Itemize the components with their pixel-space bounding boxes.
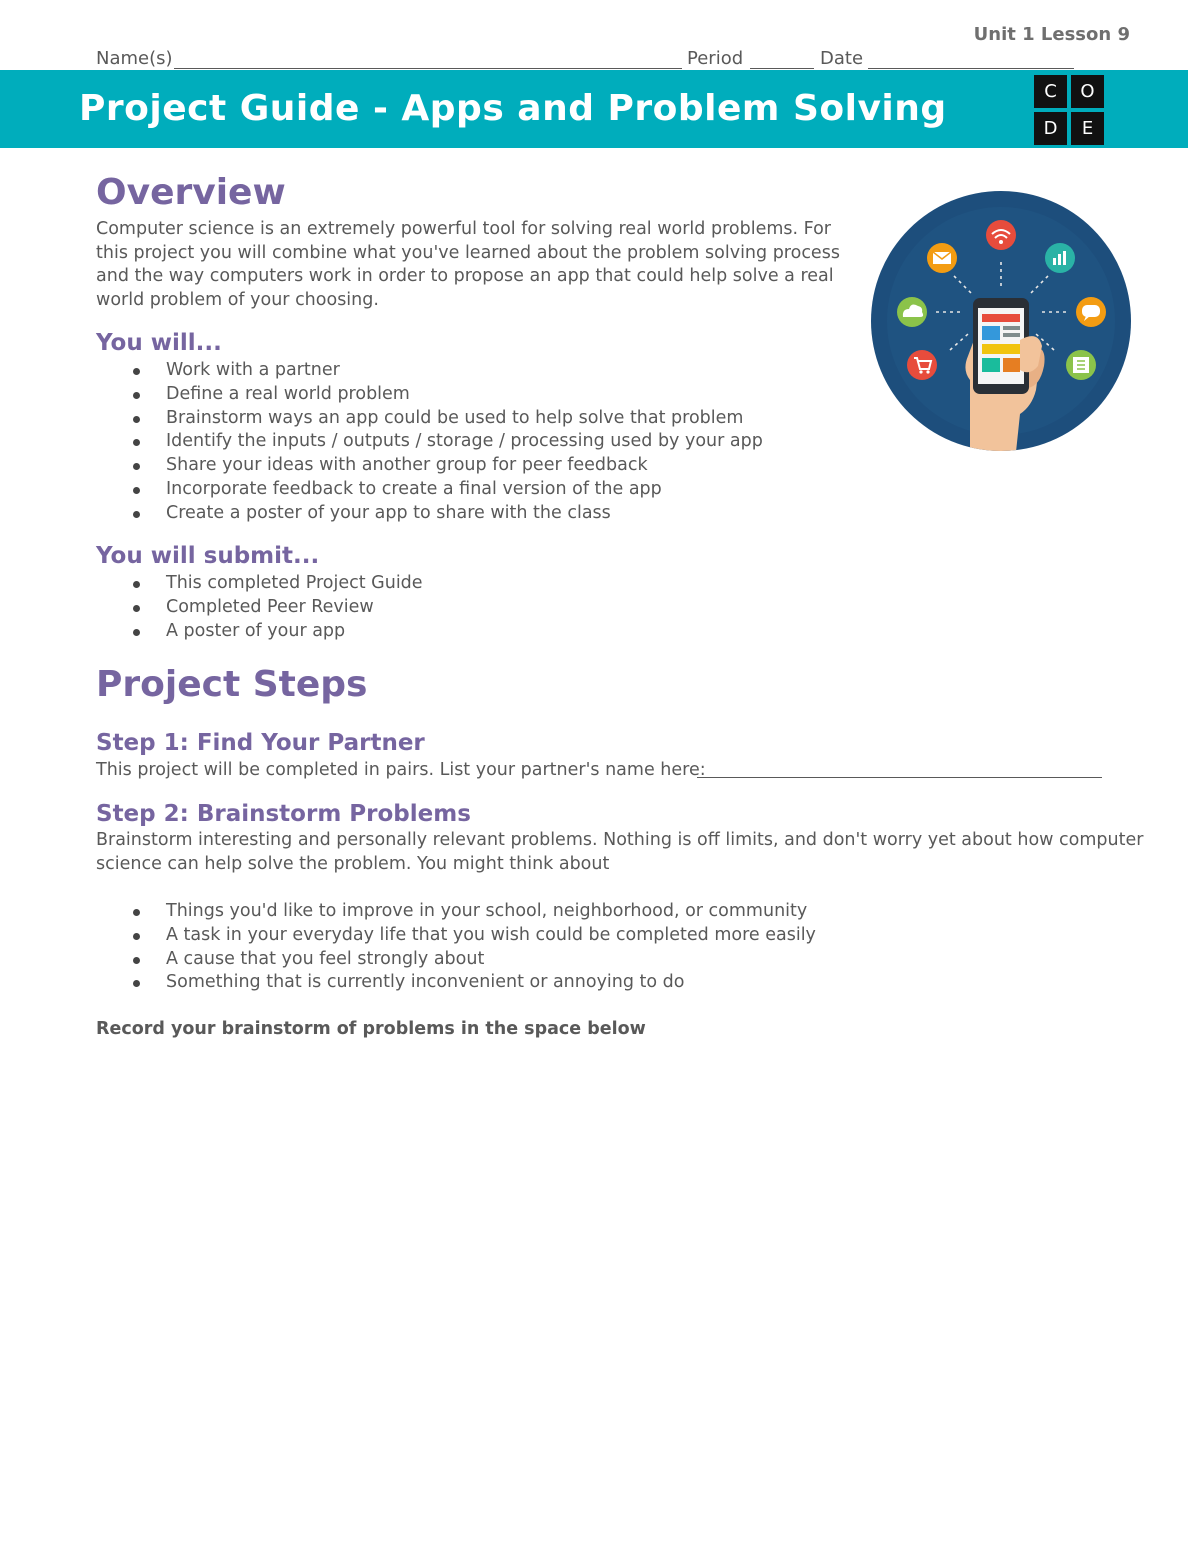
partner-name-field[interactable] — [697, 777, 1102, 778]
cart-icon — [907, 350, 937, 380]
step1-text: This project will be completed in pairs. List your partner's name here: — [96, 760, 706, 780]
you-will-submit-heading: You will submit... — [96, 543, 320, 569]
overview-paragraph — [96, 218, 840, 312]
logo-letter-o: O — [1071, 75, 1104, 108]
overview-line: world problem of your choosing. — [96, 289, 379, 310]
list-item: Things you'd like to improve in your school, neighborhood, or community — [130, 900, 816, 924]
list-item: This completed Project Guide — [130, 572, 423, 596]
mail-icon — [927, 243, 957, 273]
list-item: A cause that you feel strongly about — [130, 948, 816, 972]
list-item: Identify the inputs / outputs / storage / processing used by your app — [130, 430, 763, 454]
unit-lesson-label: Unit 1 Lesson 9 — [973, 24, 1130, 45]
step2-heading: Step 2: Brainstorm Problems — [96, 801, 471, 827]
list-item: Work with a partner — [130, 359, 763, 383]
title-banner — [0, 70, 1188, 148]
name-label: Name(s) — [96, 48, 173, 69]
step2-paragraph — [96, 829, 1143, 876]
name-field[interactable] — [174, 68, 682, 69]
you-will-heading: You will... — [96, 330, 222, 356]
period-field[interactable] — [750, 68, 814, 69]
notebook-icon — [1066, 350, 1096, 380]
code-logo — [1034, 75, 1104, 145]
overview-line: Computer science is an extremely powerful tool for solving real world problems. For — [96, 219, 831, 239]
wifi-icon — [986, 220, 1016, 250]
you-will-list — [130, 359, 763, 526]
overview-line: this project you will combine what you've learned about the problem solving process — [96, 242, 840, 263]
overview-line: and the way computers work in order to propose an app that could help solve a real — [96, 266, 834, 286]
list-item: Define a real world problem — [130, 383, 763, 407]
list-item: Create a poster of your app to share with the class — [130, 502, 763, 526]
list-item: Incorporate feedback to create a final version of the app — [130, 478, 763, 502]
list-item: A task in your everyday life that you wish could be completed more easily — [130, 924, 816, 948]
page-title: Project Guide - Apps and Problem Solving — [79, 88, 947, 129]
logo-letter-d: D — [1034, 112, 1067, 145]
project-steps-heading: Project Steps — [96, 664, 368, 705]
list-item: Share your ideas with another group for peer feedback — [130, 454, 763, 478]
overview-heading: Overview — [96, 172, 286, 213]
step1-heading: Step 1: Find Your Partner — [96, 730, 425, 756]
step2-line: science can help solve the problem. You might think about — [96, 853, 610, 874]
cloud-icon — [897, 297, 927, 327]
step2-line: Brainstorm interesting and personally relevant problems. Nothing is off limits, and don't worry yet about how computer — [96, 830, 1144, 850]
date-field[interactable] — [868, 68, 1074, 69]
list-item: Brainstorm ways an app could be used to help solve that problem — [130, 407, 763, 431]
app-illustration — [870, 190, 1132, 452]
record-brainstorm-note: Record your brainstorm of problems in the space below — [96, 1019, 646, 1039]
you-will-submit-list — [130, 572, 423, 643]
list-item: Something that is currently inconvenient or annoying to do — [130, 971, 816, 995]
logo-letter-c: C — [1034, 75, 1067, 108]
list-item: Completed Peer Review — [130, 596, 423, 620]
list-item: A poster of your app — [130, 620, 423, 644]
logo-letter-e: E — [1071, 112, 1104, 145]
period-label: Period — [687, 48, 744, 69]
step2-list — [130, 900, 816, 995]
chart-icon — [1045, 243, 1075, 273]
name-period-date-row — [96, 48, 1096, 70]
date-label: Date — [820, 48, 864, 69]
chat-icon — [1076, 297, 1106, 327]
